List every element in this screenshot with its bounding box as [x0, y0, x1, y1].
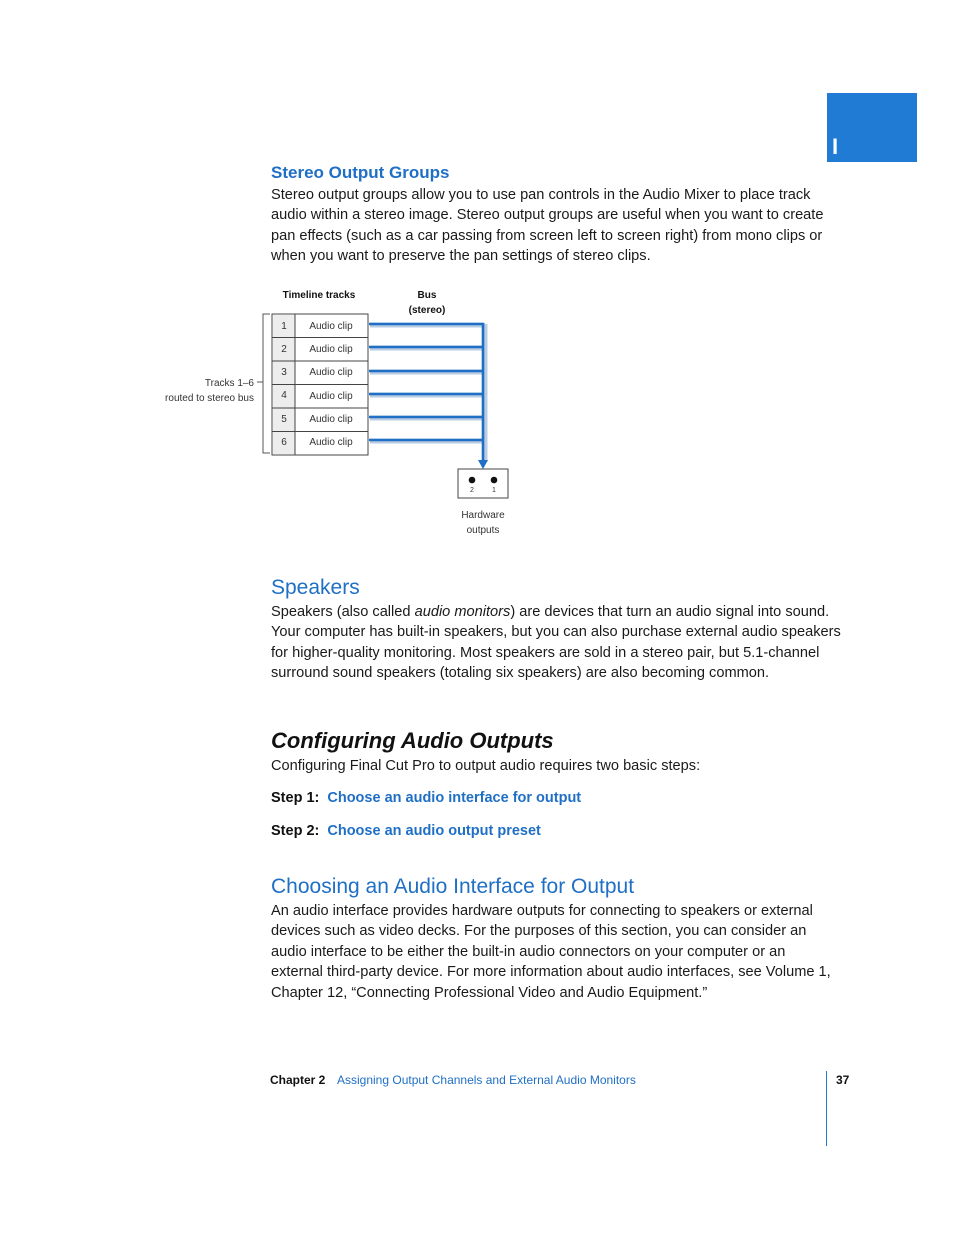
paragraph-line: Chapter 12, “Connecting Professional Video and Audio Equipment.” — [271, 984, 708, 1001]
audio-clip-label: Audio clip — [309, 344, 353, 355]
audio-clip-label: Audio clip — [309, 437, 353, 448]
paragraph-line: audio interface to be either the built-in audio connectors on your computer or an — [271, 943, 786, 960]
output-jack-icon — [469, 477, 476, 484]
footer-chapter: Chapter 2 — [270, 1073, 326, 1087]
audio-clip-label: Audio clip — [309, 414, 353, 425]
step-1 — [271, 790, 581, 806]
hardware-label: Hardware — [461, 510, 505, 521]
speakers-heading: Speakers — [271, 576, 360, 599]
bus-routing-lines — [369, 323, 488, 469]
chapter-tab-label: I — [832, 134, 839, 159]
track-number: 1 — [281, 321, 287, 332]
paragraph-line: when you want to preserve the pan settings of stereo clips. — [271, 248, 651, 265]
choosing-audio-interface-heading: Choosing an Audio Interface for Output — [271, 875, 635, 898]
hardware-outputs-box — [458, 469, 508, 498]
paragraph-line — [271, 602, 841, 622]
step-2-label: Step 2: — [271, 823, 320, 839]
paragraph-line: audio within a stereo image. Stereo output groups are useful when you want to create — [271, 207, 824, 224]
output-channel-right: 1 — [492, 487, 496, 494]
audio-clip-label: Audio clip — [309, 321, 353, 332]
audio-clip-label: Audio clip — [309, 391, 353, 402]
paragraph-line: devices such as video decks. For the purposes of this section, you can consider an — [271, 923, 807, 940]
configuring-audio-outputs-heading: Configuring Audio Outputs — [271, 728, 554, 753]
track-number: 3 — [281, 367, 287, 378]
step-2 — [271, 823, 541, 839]
italic-term: audio monitors — [414, 604, 511, 620]
output-jack-icon — [491, 477, 498, 484]
bus-stereo-label: (stereo) — [408, 305, 446, 316]
track-number: 6 — [281, 437, 287, 448]
tracks-bracket — [263, 314, 270, 453]
paragraph-line: surround sound speakers (totaling six speakers) are also becoming common. — [271, 665, 770, 682]
paragraph-line: Your computer has built-in speakers, but you can also purchase external audio speakers — [271, 624, 841, 641]
track-number: 5 — [281, 414, 287, 425]
choosing-paragraph — [271, 901, 841, 1003]
step-1-link[interactable]: Choose an audio interface for output — [327, 790, 582, 806]
configuring-intro: Configuring Final Cut Pro to output audio requires two basic steps: — [271, 758, 701, 774]
paragraph-line: external third-party device. For more information about audio interfaces, see Volume 1, — [271, 964, 831, 981]
paragraph-line: for higher-quality monitoring. Most speakers are sold in a stereo pair, but 5.1-channel — [271, 644, 820, 661]
tracks-range-label: Tracks 1–6 — [204, 378, 254, 389]
output-channel-left: 2 — [470, 487, 474, 494]
routing-diagram — [0, 0, 954, 560]
text-run: ) are devices that turn an audio signal into sound. — [510, 604, 830, 620]
bus-arrowhead-icon — [478, 460, 488, 469]
paragraph-line: pan effects (such as a car passing from screen left to screen right) from mono clips or — [271, 227, 823, 244]
footer-divider — [826, 1071, 827, 1146]
footer-chapter-title[interactable]: Assigning Output Channels and External Audio Monitors — [337, 1073, 636, 1087]
bus-label: Bus — [417, 290, 437, 301]
track-number: 2 — [281, 344, 287, 355]
paragraph-line: An audio interface provides hardware outputs for connecting to speakers or external — [271, 903, 813, 919]
text-run: Speakers (also called — [271, 604, 415, 620]
speakers-paragraph — [271, 602, 841, 684]
paragraph-line: Stereo output groups allow you to use pan controls in the Audio Mixer to place track — [271, 187, 811, 203]
track-table — [272, 314, 368, 455]
step-2-link[interactable]: Choose an audio output preset — [327, 823, 541, 839]
stereo-output-groups-heading: Stereo Output Groups — [271, 163, 450, 182]
track-number: 4 — [281, 390, 287, 401]
step-1-label: Step 1: — [271, 790, 320, 806]
outputs-label: outputs — [466, 525, 500, 536]
tracks-routed-label: routed to stereo bus — [165, 393, 254, 404]
timeline-tracks-label: Timeline tracks — [282, 290, 356, 301]
page-number: 37 — [836, 1073, 850, 1087]
audio-clip-label: Audio clip — [309, 367, 353, 378]
